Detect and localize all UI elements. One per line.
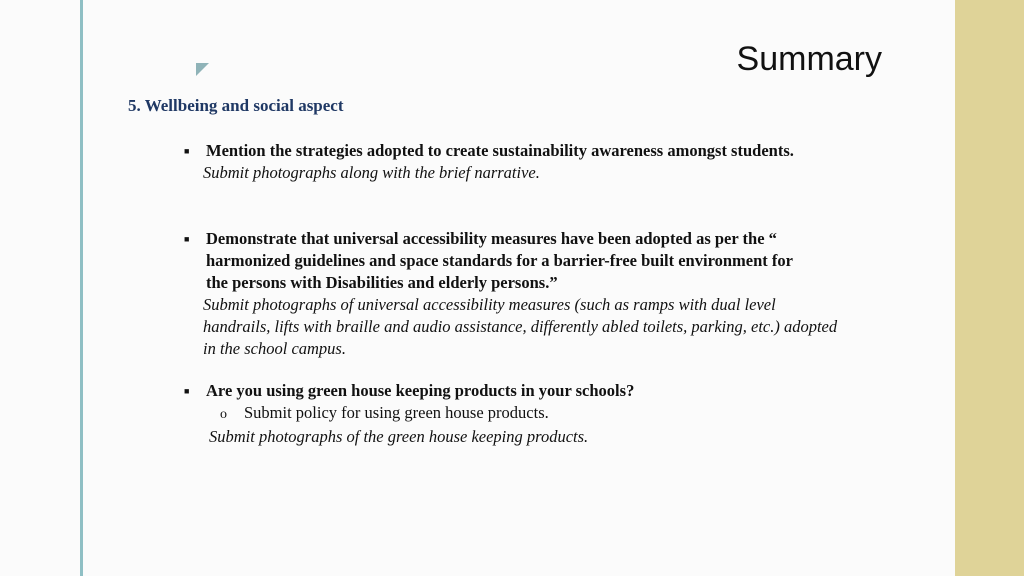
item-italic-text: Submit photographs of the green house keeping products. — [209, 427, 589, 446]
item-bold-text: Are you using green house keeping products in your schools? — [206, 381, 635, 400]
slide-title: Summary — [736, 40, 882, 78]
sub-list-item — [220, 402, 924, 426]
item-bold-text: Mention the strategies adopted to create sustainability awareness amongst students. — [206, 141, 794, 160]
square-bullet-icon: ■ — [184, 234, 190, 244]
list-item-accessibility — [184, 228, 924, 360]
square-bullet-icon: ■ — [184, 146, 190, 156]
section-heading: 5. Wellbeing and social aspect — [128, 96, 344, 115]
item-italic-text: handrails, lifts with braille and audio assistance, differently abled toilets, parking, etc.) adopted — [203, 317, 838, 336]
circle-bullet-icon: o — [220, 407, 227, 422]
item-bold-text: harmonized guidelines and space standards for a barrier-free built environment for — [206, 251, 793, 270]
left-accent-rule — [80, 0, 83, 576]
item-bold-text: Demonstrate that universal accessibility measures have been adopted as per the “ — [206, 229, 777, 248]
sub-item-text: Submit policy for using green house products. — [244, 403, 549, 422]
list-item-awareness — [184, 140, 924, 184]
square-bullet-icon: ■ — [184, 386, 190, 396]
list-item-green-housekeeping — [184, 380, 924, 448]
item-italic-text: in the school campus. — [203, 339, 346, 358]
item-bold-text: the persons with Disabilities and elderly persons.” — [206, 273, 558, 292]
item-italic-text: Submit photographs along with the brief narrative. — [203, 163, 540, 182]
item-italic-text: Submit photographs of universal accessibility measures (such as ramps with dual level — [203, 295, 776, 314]
right-accent-band — [955, 0, 1024, 576]
corner-triangle-icon — [196, 63, 209, 76]
